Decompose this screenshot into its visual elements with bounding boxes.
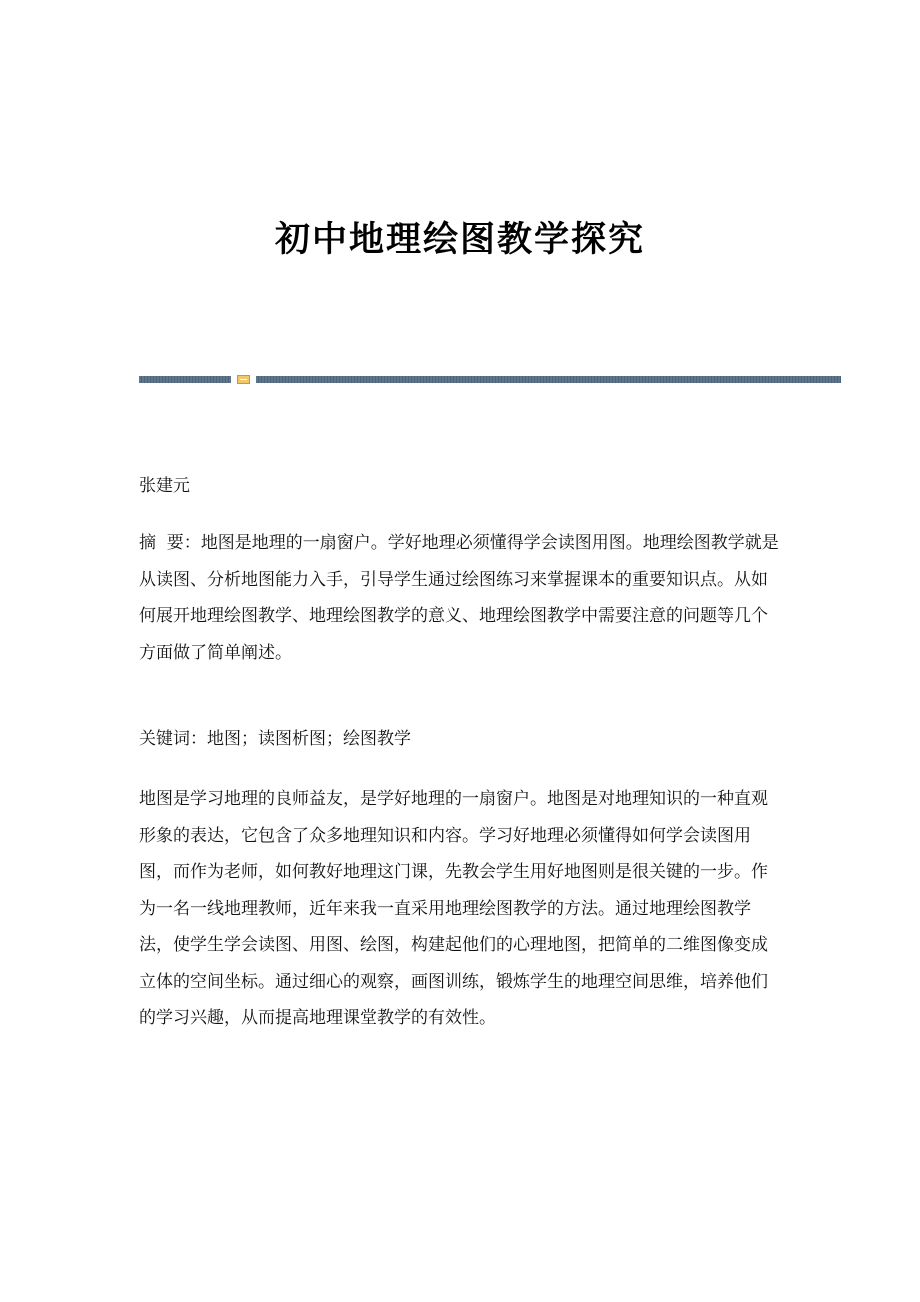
keywords-label: 关键词： (139, 729, 207, 749)
body-paragraph: 地图是学习地理的良师益友，是学好地理的一扇窗户。地图是对地理知识的一种直观形象的表达，它包含了众多地理知识和内容。学习好地理必须懂得如何学会读图用图，而作为老师，如何教好地理这门课，先教会学生用好地图则是很关键的一步。作为一名一线地理教师，近年来我一直采用地理绘图教学的方法。通过地理绘图教学法，使学生学会读图、用图、绘图，构建起他们的心理地图，把简单的二维图像变成立体的空间坐标。通过细心的观察，画图训练，锻炼学生的地理空间思维，培养他们的学习兴趣，从而提高地理课堂教学的有效性。 (139, 789, 768, 1028)
divider-bar-left (139, 376, 231, 383)
abstract-label: 摘 要： (139, 533, 201, 553)
keywords-text: 地图；读图析图；绘图教学 (207, 729, 411, 749)
keywords-line (139, 726, 781, 752)
abstract-section (139, 525, 781, 671)
keywords-section (139, 726, 781, 752)
document-title: 初中地理绘图教学探究 (274, 219, 645, 260)
abstract-text: 地图是地理的一扇窗户。学好地理必须懂得学会读图用图。地理绘图教学就是从读图、分析地图能力入手，引导学生通过绘图练习来掌握课本的重要知识点。从如何展开地理绘图教学、地理绘图教学的意义、地理绘图教学中需要注意的问题等几个方面做了简单阐述。 (139, 533, 779, 663)
abstract-paragraph (139, 525, 781, 671)
divider-ornament-icon (237, 375, 250, 384)
body-section (139, 781, 781, 1037)
title-divider (139, 375, 841, 384)
divider-bar-right (256, 376, 841, 383)
author-name: 张建元 (139, 476, 190, 496)
